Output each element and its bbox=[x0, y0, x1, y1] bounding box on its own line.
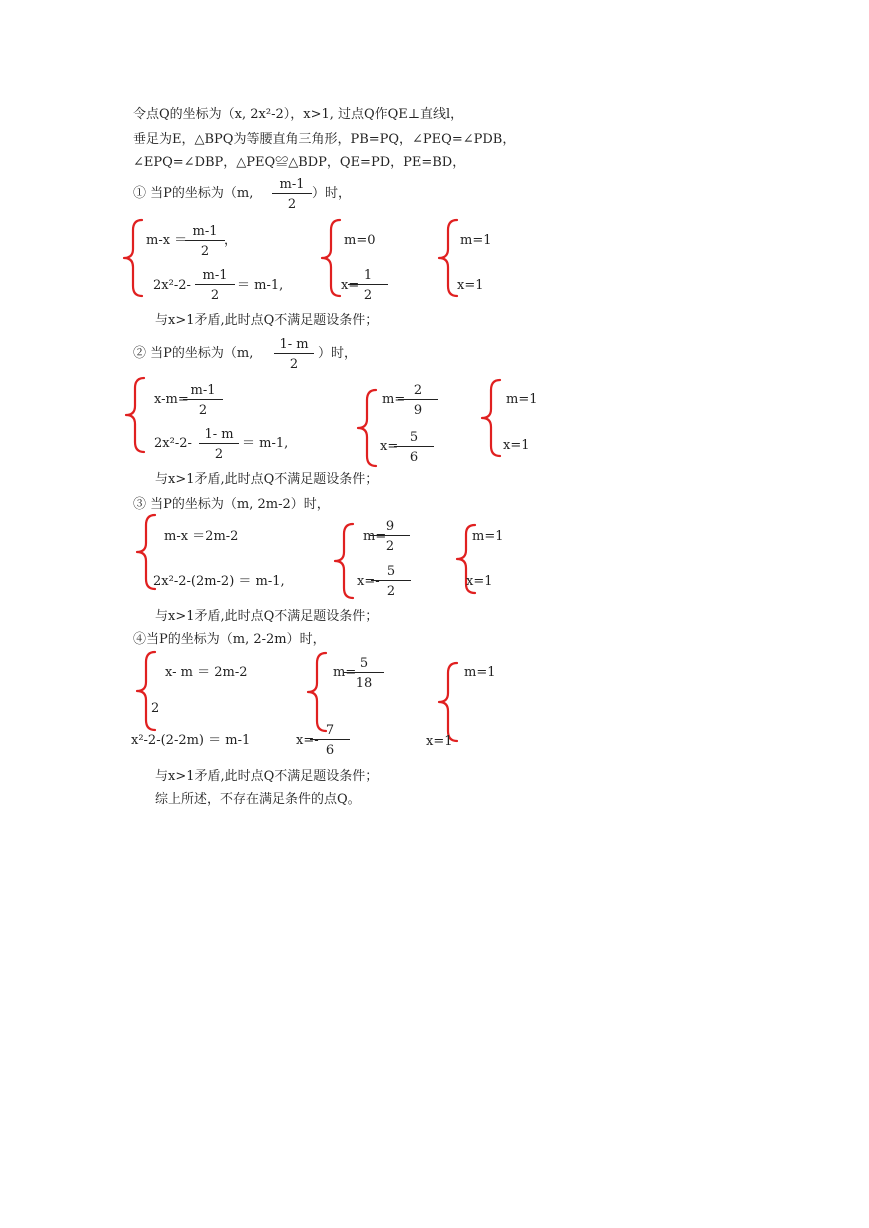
case-4-heading: ④当P的坐标为（m, 2-2m）时， bbox=[133, 632, 326, 647]
case-3-conclusion: 与x>1矛盾,此时点Q不满足题设条件； bbox=[155, 609, 379, 624]
case-4-system-brace bbox=[135, 650, 159, 732]
case-1-equation-1-comma: ， bbox=[224, 233, 238, 248]
case-1-solution-b-x: x=1 bbox=[457, 278, 484, 293]
case-1-system-brace bbox=[122, 218, 146, 298]
case-2-solution-a-m: m=- bbox=[382, 392, 410, 407]
case-1-heading-fraction: $\frac{m-1}{2}$ bbox=[272, 178, 312, 211]
case-4-equation-2: x²-2-(2-2m) ＝ m-1 bbox=[131, 733, 251, 748]
case-2-solution-a-x: x=- bbox=[380, 439, 403, 454]
case-2-equation-2-fraction: $\frac{1- m}{2}$ bbox=[199, 428, 239, 461]
case-4-solution-a-brace bbox=[306, 651, 330, 733]
case-2-equation-2-rhs: ＝ m-1, bbox=[242, 436, 289, 451]
case-1-heading-prefix: ① 当P的坐标为（m, bbox=[133, 186, 254, 201]
case-4-solution-b-m: m=1 bbox=[464, 665, 496, 680]
case-2-conclusion: 与x>1矛盾,此时点Q不满足题设条件； bbox=[155, 472, 379, 487]
case-3-heading: ③ 当P的坐标为（m, 2m-2）时， bbox=[133, 497, 330, 512]
case-4-solution-a-x: x=- bbox=[296, 733, 319, 748]
summary: 综上所述，不存在满足条件的点Q。 bbox=[155, 792, 361, 807]
case-2-solution-a-brace bbox=[356, 388, 380, 468]
case-3-solution-a-m-fraction: $\frac{9}{2}$ bbox=[370, 520, 410, 553]
case-1-solution-a-x: x= bbox=[341, 278, 360, 293]
case-1-equation-1-fraction: $\frac{m-1}{2}$ bbox=[185, 225, 225, 258]
case-2-solution-b-m: m=1 bbox=[506, 392, 538, 407]
case-1-equation-2: 2x²-2- bbox=[153, 278, 191, 293]
case-4-solution-a-m-fraction: $\frac{5}{18}$ bbox=[344, 657, 384, 690]
case-1-solution-a-x-fraction: $\frac{1}{2}$ bbox=[348, 269, 388, 302]
case-2-system-brace bbox=[124, 376, 148, 454]
case-4-solution-b-brace bbox=[437, 661, 461, 743]
case-3-solution-a-m: m= bbox=[363, 529, 387, 544]
case-1-equation-2-rhs: ＝ m-1, bbox=[237, 278, 284, 293]
intro-line-3: ∠EPQ=∠DBP，△PEQ≌△BDP，QE=PD，PE=BD， bbox=[133, 155, 466, 170]
case-1-solution-a-m: m=0 bbox=[344, 233, 376, 248]
case-1-equation-2-fraction: $\frac{m-1}{2}$ bbox=[195, 269, 235, 302]
case-3-equation-1: m-x ＝2m-2 bbox=[164, 529, 239, 544]
case-3-solution-a-x-fraction: $\frac{5}{2}$ bbox=[371, 565, 411, 598]
case-1-solution-b-m: m=1 bbox=[460, 233, 492, 248]
case-4-solution-b-x: x=1 bbox=[426, 734, 453, 749]
case-2-solution-a-m-fraction: $\frac{2}{9}$ bbox=[398, 384, 438, 417]
case-2-heading-prefix: ② 当P的坐标为（m, bbox=[133, 346, 254, 361]
case-3-solution-a-x: x=- bbox=[357, 574, 380, 589]
case-1-equation-1: m-x ＝ bbox=[146, 233, 188, 248]
case-2-solution-b-x: x=1 bbox=[503, 438, 530, 453]
case-3-equation-2: 2x²-2-(2m-2) ＝ m-1, bbox=[153, 574, 285, 589]
case-2-equation-1-fraction: $\frac{m-1}{2}$ bbox=[183, 384, 223, 417]
case-4-solution-a-x-fraction: $\frac{7}{6}$ bbox=[310, 724, 350, 757]
case-4-equation-2-fragment: 2 bbox=[151, 701, 160, 716]
case-4-equation-1: x- m ＝ 2m-2 bbox=[165, 665, 248, 680]
case-2-equation-1: x-m= bbox=[154, 392, 189, 407]
case-4-solution-a-m: m= bbox=[333, 665, 357, 680]
case-3-solution-b-x: x=1 bbox=[466, 574, 493, 589]
case-1-heading-suffix: ）时， bbox=[312, 186, 352, 201]
case-2-solution-b-brace bbox=[480, 378, 504, 458]
case-2-equation-2: 2x²-2- bbox=[154, 436, 192, 451]
case-3-solution-a-brace bbox=[333, 522, 357, 600]
case-2-solution-a-x-fraction: $\frac{5}{6}$ bbox=[394, 431, 434, 464]
case-4-conclusion: 与x>1矛盾,此时点Q不满足题设条件； bbox=[155, 769, 379, 784]
case-2-heading-fraction: $\frac{1- m}{2}$ bbox=[274, 338, 314, 371]
case-2-heading-suffix: ）时， bbox=[318, 346, 358, 361]
case-3-solution-b-m: m=1 bbox=[472, 529, 504, 544]
intro-line-2: 垂足为E，△BPQ为等腰直角三角形，PB=PQ，∠PEQ=∠PDB， bbox=[133, 132, 516, 147]
intro-line-1: 令点Q的坐标为（x, 2x²-2），x>1, 过点Q作QE⊥直线l， bbox=[133, 107, 464, 122]
case-1-conclusion: 与x>1矛盾,此时点Q不满足题设条件； bbox=[155, 313, 379, 328]
